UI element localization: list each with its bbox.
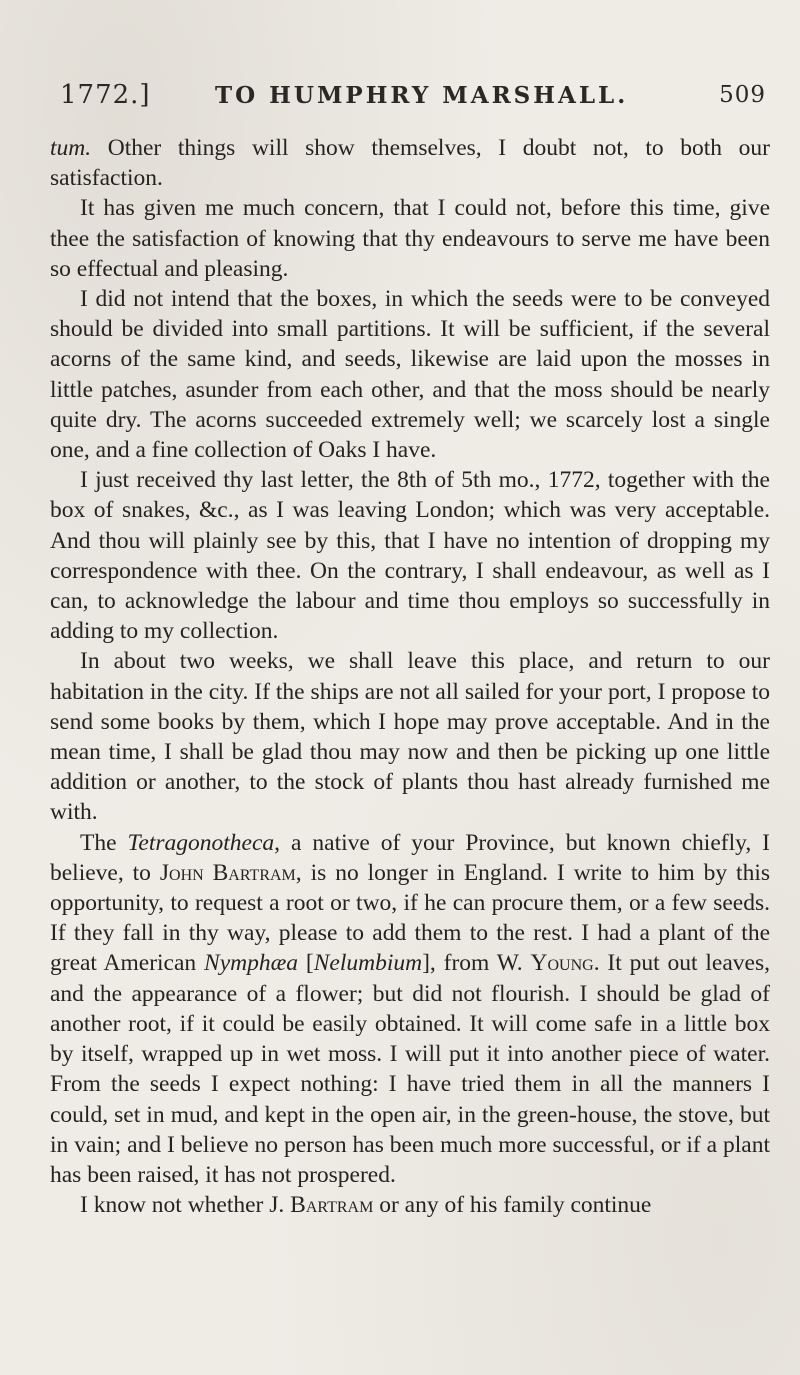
text-segment: In about two weeks, we shall leave this place, and return to our habitation in the city. If the ships are not all sailed for your port, I propose to send some books by them, which I hope may prove acceptable. And in the mean time, I shall be glad thou may now and then be picking up one little addition or another, to the stock of plants thou hast already furnished me with. xyxy=(50,648,770,826)
paragraph xyxy=(50,193,770,284)
text-segment: , is no longer in England. I write to him by this opportunity, to request a root or two, if he can procure them, or a few seeds. If they fall in thy way, please to add them to the rest. I had a plant of the great American xyxy=(50,859,770,977)
paragraph xyxy=(50,1190,770,1220)
text-segment: , a native of your Province, but known chiefly, I believe, to xyxy=(50,829,770,886)
text-segment: [ xyxy=(298,950,314,977)
text-segment: It has given me much concern, that I could not, before this time, give thee the satisfaction of knowing that thy endeavours to serve me have been so effectual and pleasing. xyxy=(50,195,770,282)
text-segment: . It put out leaves, and the appearance of a flower; but did not flourish. I should be glad of another root, if it could be easily obtained. It will come safe in a little box by itself, wrapped up in wet moss. I will put it into another piece of water. From the seeds I expect nothing: I have tried them in all the manners I could, set in mud, and kept in the open air, in the green-house, the stove, but in vain; and I believe no person has been much more successful, or if a plant has been raised, it has not prospered. xyxy=(50,950,770,1188)
header-year: 1772.] xyxy=(60,80,151,110)
text-segment: ], from W. xyxy=(422,950,531,977)
paragraph xyxy=(50,465,770,646)
paragraph xyxy=(50,284,770,465)
running-head xyxy=(60,80,766,120)
paragraph xyxy=(50,828,770,1190)
text-segment: I just received thy last letter, the 8th of 5th mo., 1772, together with the box of snakes, &c., as I was leaving London; which was very acceptable. And thou will plainly see by this, that I have no intention of dropping my correspondence with thee. On the contrary, I shall endeavour, as well as I can, to acknowledge the labour and time thou employs so successfully in adding to my collection. xyxy=(50,467,770,645)
italic-text: Nelumbium xyxy=(313,950,423,977)
italic-text: Nymphæa xyxy=(204,950,299,977)
italic-text: Tetragonotheca xyxy=(127,829,275,856)
paragraph xyxy=(50,646,770,827)
text-segment: I did not intend that the boxes, in which the seeds were to be conveyed should be divided into small partitions. It will be sufficient, if the several acorns of the same kind, and seeds, likewise are laid upon the mosses in little patches, asunder from each other, and that the moss should be nearly quite dry. The acorns succeeded extremely well; we scarcely lost a single one, and a fine collection of Oaks I have. xyxy=(50,286,770,464)
text-segment: The xyxy=(80,829,128,856)
text-segment: Other things will show themselves, I doubt not, to both our satisfaction. xyxy=(50,135,770,192)
small-caps-name: Young xyxy=(530,950,594,977)
page-number: 509 xyxy=(719,82,766,108)
text-segment: or any of his family continue xyxy=(373,1192,652,1219)
header-title: TO HUMPHRY MARSHALL. xyxy=(215,82,629,109)
small-caps-name: John Bartram xyxy=(159,859,296,886)
small-caps-name: Bartram xyxy=(290,1192,374,1219)
text-segment: I know not whether J. xyxy=(80,1192,291,1219)
letter-body xyxy=(50,133,770,1220)
paragraph xyxy=(50,133,770,193)
italic-text: tum. xyxy=(50,135,92,161)
